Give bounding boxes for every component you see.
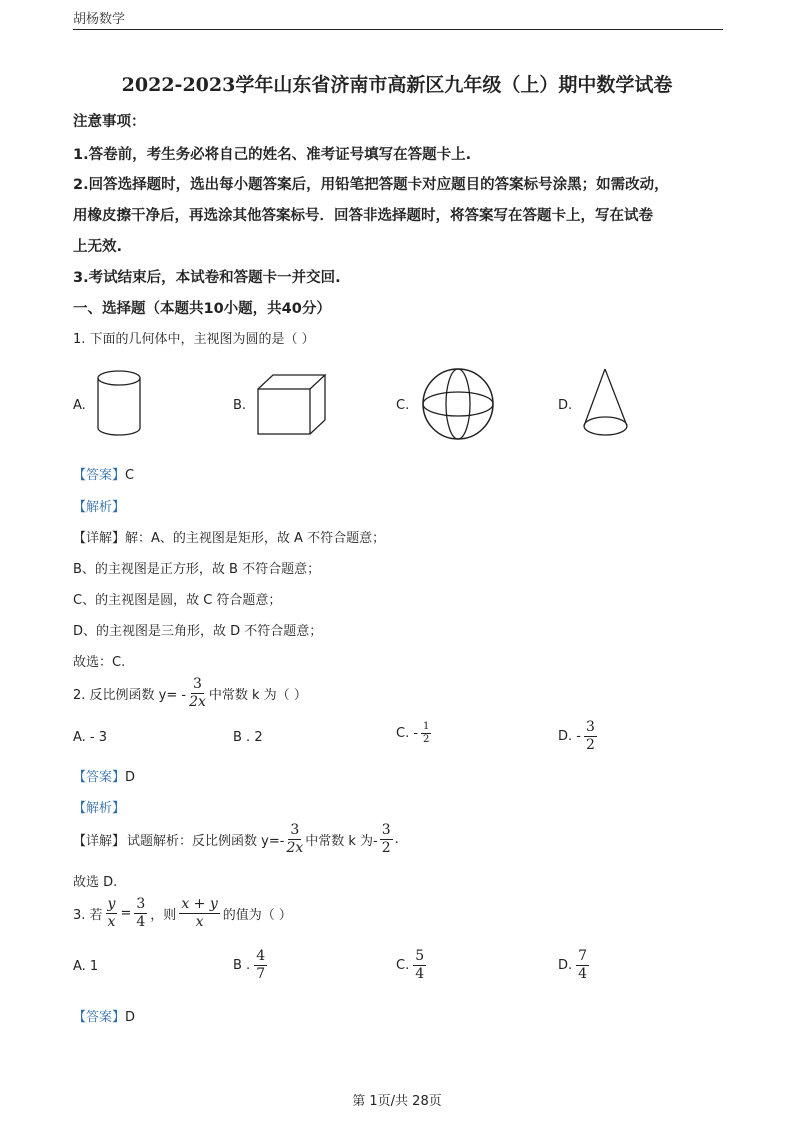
numerator: 3 — [136, 896, 146, 912]
numerator: 3 — [381, 822, 391, 838]
answer-tag: 【答案】 — [73, 1010, 126, 1025]
option-label: C. - — [396, 726, 419, 741]
fraction — [413, 948, 426, 983]
denominator: x — [107, 914, 116, 930]
numerator: x + y — [181, 896, 218, 912]
answer-value: D — [125, 770, 136, 785]
cone-icon — [582, 368, 632, 440]
detail-text: 中常数 k 为- — [305, 834, 378, 849]
page-footer: 第 1页/共 28页 — [352, 1094, 442, 1109]
q3-option-d — [558, 948, 589, 983]
notice-heading: 注意事项： — [73, 114, 146, 130]
notice-item: 2.回答选择题时，选出每小题答案后，用铅笔把答题卡对应题目的答案标号涂黑；如需改动， — [73, 177, 669, 193]
numerator: 3 — [585, 719, 595, 735]
option-label: D. - — [558, 729, 581, 744]
numerator: 3 — [290, 822, 300, 838]
fraction — [106, 896, 118, 931]
header-label: 胡杨数学 — [73, 12, 126, 27]
q3-answer-line — [73, 1006, 135, 1025]
q2-conclusion: 故选 D. — [73, 875, 118, 890]
header-divider — [73, 29, 723, 30]
q2-option-b: B . 2 — [233, 730, 263, 745]
analysis-tag: 【解析】 — [73, 801, 126, 816]
question-2-stem — [73, 676, 307, 711]
q1-answer-line — [73, 464, 134, 483]
denominator: 2x — [189, 694, 206, 710]
question-3-stem — [73, 896, 292, 931]
q3-option-a: A. 1 — [73, 959, 99, 974]
notice-item: 用橡皮擦干净后，再选涂其他答案标号．回答非选择题时，将答案写在答题卡上，写在试卷 — [73, 208, 653, 224]
q2-option-c — [396, 721, 431, 746]
fraction — [380, 822, 393, 857]
detail-text: 试题解析：反比例函数 y=- — [127, 834, 285, 849]
notice-item: 3.考试结束后，本试卷和答题卡一并交回. — [73, 270, 341, 286]
numerator: 4 — [256, 948, 266, 964]
q3-stem-text: 3. 若 — [73, 908, 103, 923]
denominator: 4 — [578, 966, 588, 982]
detail-text: . — [394, 832, 399, 847]
denominator: 2 — [585, 737, 595, 753]
denominator: 4 — [415, 966, 425, 982]
numerator: 5 — [415, 948, 425, 964]
q2-option-a: A. - 3 — [73, 730, 108, 745]
detail-tag: 【详解】 — [73, 531, 126, 546]
denominator: 2 — [381, 840, 391, 856]
q3-option-c — [396, 948, 426, 983]
denominator: 2 — [423, 734, 430, 745]
q1-detail-line — [73, 527, 385, 546]
detail-text: D、的主视图是三角形，故 D 不符合题意； — [73, 624, 323, 639]
option-label: D. — [558, 958, 573, 973]
q2-stem-text: 2. 反比例函数 y= - — [73, 688, 187, 703]
numerator: 7 — [578, 948, 588, 964]
fraction — [584, 719, 597, 754]
numerator: 1 — [423, 721, 430, 732]
cylinder-icon — [97, 370, 145, 438]
q2-detail-line — [73, 822, 399, 857]
denominator: 4 — [136, 914, 146, 930]
numerator: 3 — [193, 676, 202, 692]
notice-item: 上无效. — [73, 239, 123, 255]
detail-text: C、的主视图是圆，故 C 符合题意； — [73, 593, 282, 608]
q1-option-d-label: D. — [558, 398, 573, 413]
q2-stem-text: 中常数 k 为（ ） — [208, 688, 307, 703]
q2-answer-line — [73, 766, 135, 785]
question-1-stem: 1. 下面的几何体中，主视图为圆的是（ ） — [73, 332, 315, 347]
section-heading: 一、选择题（本题共10小题，共40分） — [73, 301, 331, 317]
fraction — [576, 948, 589, 983]
answer-tag: 【答案】 — [73, 770, 126, 785]
sphere-icon — [421, 368, 497, 442]
fraction — [421, 721, 431, 746]
equals-sign: = — [120, 906, 132, 921]
detail-text: 解：A、的主视图是矩形，故 A 不符合题意； — [125, 531, 386, 546]
answer-value: D — [125, 1010, 136, 1025]
numerator: y — [107, 896, 116, 912]
notice-item: 1.答卷前，考生务必将自己的姓名、准考证号填写在答题卡上. — [73, 147, 472, 163]
fraction — [286, 822, 303, 857]
fraction — [134, 896, 147, 931]
fraction — [189, 676, 206, 711]
fraction — [254, 948, 267, 983]
answer-tag: 【答案】 — [73, 468, 126, 483]
q1-option-b-label: B. — [233, 398, 247, 413]
analysis-tag: 【解析】 — [73, 500, 126, 515]
detail-tag: 【详解】 — [73, 834, 126, 849]
detail-text: 故选：C. — [73, 655, 126, 670]
q2-option-d — [558, 719, 597, 754]
fraction — [179, 896, 219, 931]
cube-icon — [257, 374, 327, 436]
q3-stem-text: ，则 — [150, 908, 177, 923]
answer-value: C — [125, 468, 135, 483]
q3-stem-text: 的值为（ ） — [222, 908, 292, 923]
denominator: 2x — [286, 840, 304, 856]
q1-option-c-label: C. — [396, 398, 410, 413]
q3-option-b — [233, 948, 267, 983]
detail-text: B、的主视图是正方形，故 B 不符合题意； — [73, 562, 321, 577]
option-label: B . — [233, 958, 251, 973]
option-label: C. — [396, 958, 410, 973]
page-title: 2022-2023学年山东省济南市高新区九年级（上）期中数学试卷 — [121, 74, 673, 96]
denominator: 7 — [256, 966, 266, 982]
q1-option-a-label: A. — [73, 398, 86, 413]
denominator: x — [195, 914, 204, 930]
